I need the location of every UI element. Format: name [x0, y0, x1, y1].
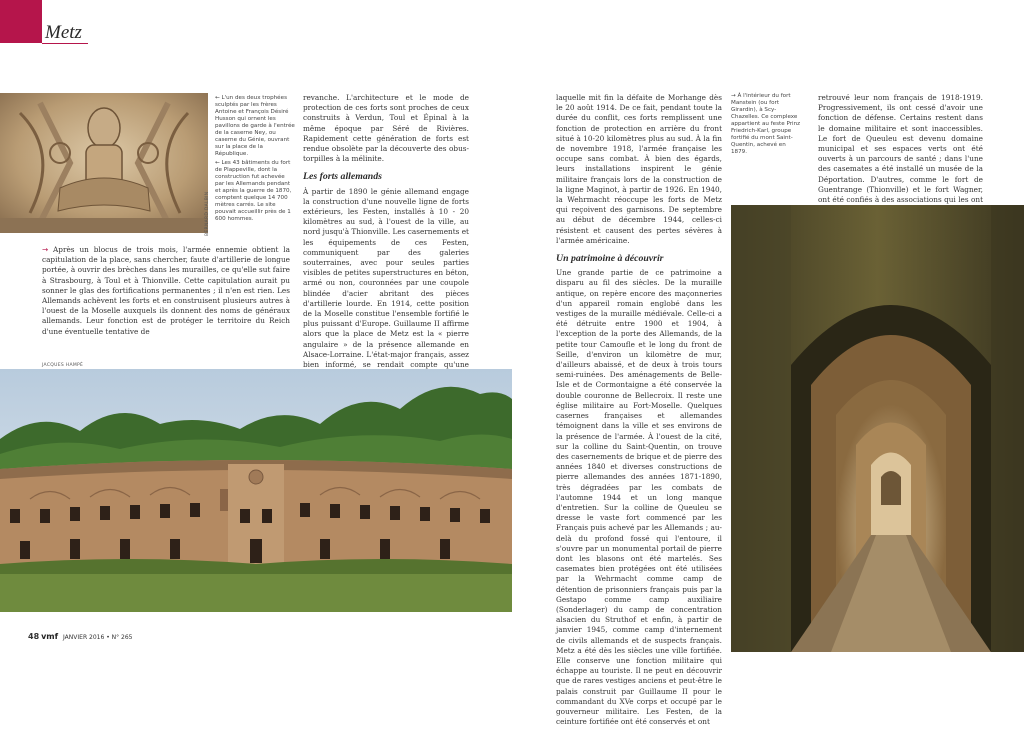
caption-corridor: → À l'intérieur du fort Manstein (ou fort Girardin), à Scy-Chazelles. Ce complexe appartient au feste Prinz Friedrich-Karl, groupe fortifié du mont Saint-Quentin, achevé en 1879. [731, 93, 801, 155]
column-2-paragraph-1: revanche. L'architecture et le mode de protection de ces forts sont proches de ceux construits à Verdun, Toul et Épinal à la même époque par Séré de Rivières. Rapidement cette génération de forts est rendue obsolète par la découverte des obus-torpilles à la mélinite. [303, 93, 469, 164]
column-4-text: retrouvé leur nom français de 1918-1919. Progressivement, ils ont cessé d'avoir une fonction de défense. Certains restent dans le domaine militaire et sont inaccessibles. Le fort de Queuleu est devenu domaine municipal et ses espaces verts ont été ouverts à un parcours de santé ; dans l'une des casemates a été installé un musée de la Déportation. D'autres, comme le fort de Guentrange (Thionville) et le fort Wagner, ont été confiés à des associations qui les ont [818, 93, 983, 205]
subheading-forts-allemands: Les forts allemands [303, 171, 382, 183]
column-1-text: Après un blocus de trois mois, l'armée ennemie obtient la capitulation de la place, sans chercher, faute d'artillerie de longue portée, à ouvrir des brèches dans les murailles, ce qu'elle sut faire à Strasbourg, à Toul et à Thionville. Cette capitulation aurait pu sonner le glas des fortifications permanentes ; il n'en est rien. Les Allemands achèvent les forts et en construisent plusieurs autres à l'ouest de la Moselle auxquels ils donnent des noms de généraux allemands. Leur fonction est de protéger le territoire du Reich d'une éventuelle tentative de [42, 245, 290, 336]
column-2-paragraph-2: À partir de 1890 le génie allemand engage la construction d'une nouvelle ligne de forts extérieurs, les Festen, installés à 10 - 20 kilomètres au sud, à l'ouest de la ville, au nord jusqu'à Thionville. Les casernements et les équipements de ces Festen, communiquent par des galeries souterraines, avec pour seules parties visibles de petites superstructures en béton, armé ou non, couronnées par une coupole blindée d'acier abritant des pièces d'artillerie lourde. En 1914, cette position de la Moselle constitue l'ensemble fortifié le plus puissant d'Europe. Guillaume II affirme alors que la place de Metz est la « pierre angulaire » de la présence allemande en Alsace-Lorraine. L'état-major français, assez bien informé, se rendait compte qu'une [303, 186, 469, 370]
issue-info: JANVIER 2016 • N° 265 [63, 634, 133, 641]
subheading-patrimoine: Un patrimoine à découvrir [556, 253, 664, 265]
fort-plappeville-photo [0, 369, 512, 612]
header-rule [42, 43, 88, 44]
caption-relief: ← L'un des deux trophées sculptés par les frères Antoine et François Désiré Husson qui ornent les pavillons de garde à l'entrée de la caserne Ney, ou caserne du Génie, ouvrant sur la place de la République. [215, 95, 295, 157]
article-column-1 [42, 245, 290, 340]
photo-credit-fort: JACQUES HAMPÉ [42, 363, 84, 368]
column-3-paragraph-2: Une grande partie de ce patrimoine a disparu au fil des siècles. De la muraille antique, on repère encore des maçonneries d'un appareil romain englobé dans les vestiges de la muraille médiévale. Celle-ci a été détruite entre 1900 et 1904, à l'exception de la porte des Allemands, de la petite tour Camoufle et le long du front de Seille, d'environ un kilomètre de mur, d'ailleurs abaissé, et de deux à trois tours semi-ruinées. Des aménagements de Belle-Isle et de Cormontaigne a été conservée la double couronne de Bellecroix. Il reste une église militaire au Fort-Moselle. Quelques casernes françaises et allemandes témoignent dans la ville et ses environs de la présence de l'armée. À l'ouest de la cité, sur la colline du Saint-Quentin, on trouve des casernements de brique et de pierre des années 1840 et diverses constructions de pierre allemandes des années 1871-1890, très dégradées par les combats de l'automne 1944 et un long manque d'entretien. Sur la colline de Queuleu se dresse le vaste fort commencé par les Français puis achevé par les Allemands ; au-delà du profond fossé qui l'entoure, il s'ouvre par un monumental portail de pierre dont les blasons ont été martelés. Ses casemates bien protégées ont été utilisées par la Wehrmacht comme camp de détention de prisonniers français puis par la Gestapo comme camp auxiliaire (Sonderlager) du camp de concentration alsacien du Struthof et enfin, à partir de janvier 1945, comme camp d'internement de civils allemands et de suspects français. Metz a été dès les siècles une ville fortifiée. Elle conserve une fonction militaire qui échappe au touriste. Il ne peut en découvrir que de rares vestiges anciens et peut-être le palais construit par Guillaume II pour le commandant du XVe corps et occupé par le gouverneur militaire. Les Festen, de la ceinture fortifiée ont été conservés et ont [556, 268, 722, 727]
fort-manstein-corridor-photo [731, 205, 1024, 652]
article-column-2 [303, 93, 469, 414]
article-column-4 [818, 93, 983, 218]
page-number: 48 [28, 632, 40, 641]
magazine-logo: vmf [41, 632, 59, 641]
article-column-3 [556, 93, 722, 730]
photo-credit-relief: BERNARD DALBIN [205, 191, 210, 236]
section-title: Metz [45, 22, 82, 43]
page-footer [28, 632, 132, 641]
caption-fort-plappeville: ← Les 43 bâtiments du fort de Plappeville, dont la construction fut achevée par les Allemands pendant et après la guerre de 1870, comptent quelque 14 700 mètres carrés. Le site pouvait accueillir près de 1 600 hommes. [215, 160, 292, 222]
section-color-block [0, 0, 42, 43]
column-3-paragraph-1: laquelle mit fin la défaite de Morhange dès le 20 août 1914. De ce fait, pendant toute la durée du conflit, ces forts remplissent une fonction de protection en arrière du front situé à 10-20 kilomètres plus au sud. À la fin de novembre 1918, l'armée française les occupe sans combat. À bien des égards, leurs installations inspirent le génie militaire français lors de la construction de la ligne Maginot, à partir de 1926. En 1940, la Wehrmacht réoccupe les forts de Metz qui reçoivent des garnisons. De septembre au début de décembre 1944, celles-ci résistent et causent des pertes sévères à l'armée américaine. [556, 93, 722, 245]
relief-trophy-photo [0, 93, 208, 233]
continuation-arrow-icon: → [42, 245, 54, 254]
